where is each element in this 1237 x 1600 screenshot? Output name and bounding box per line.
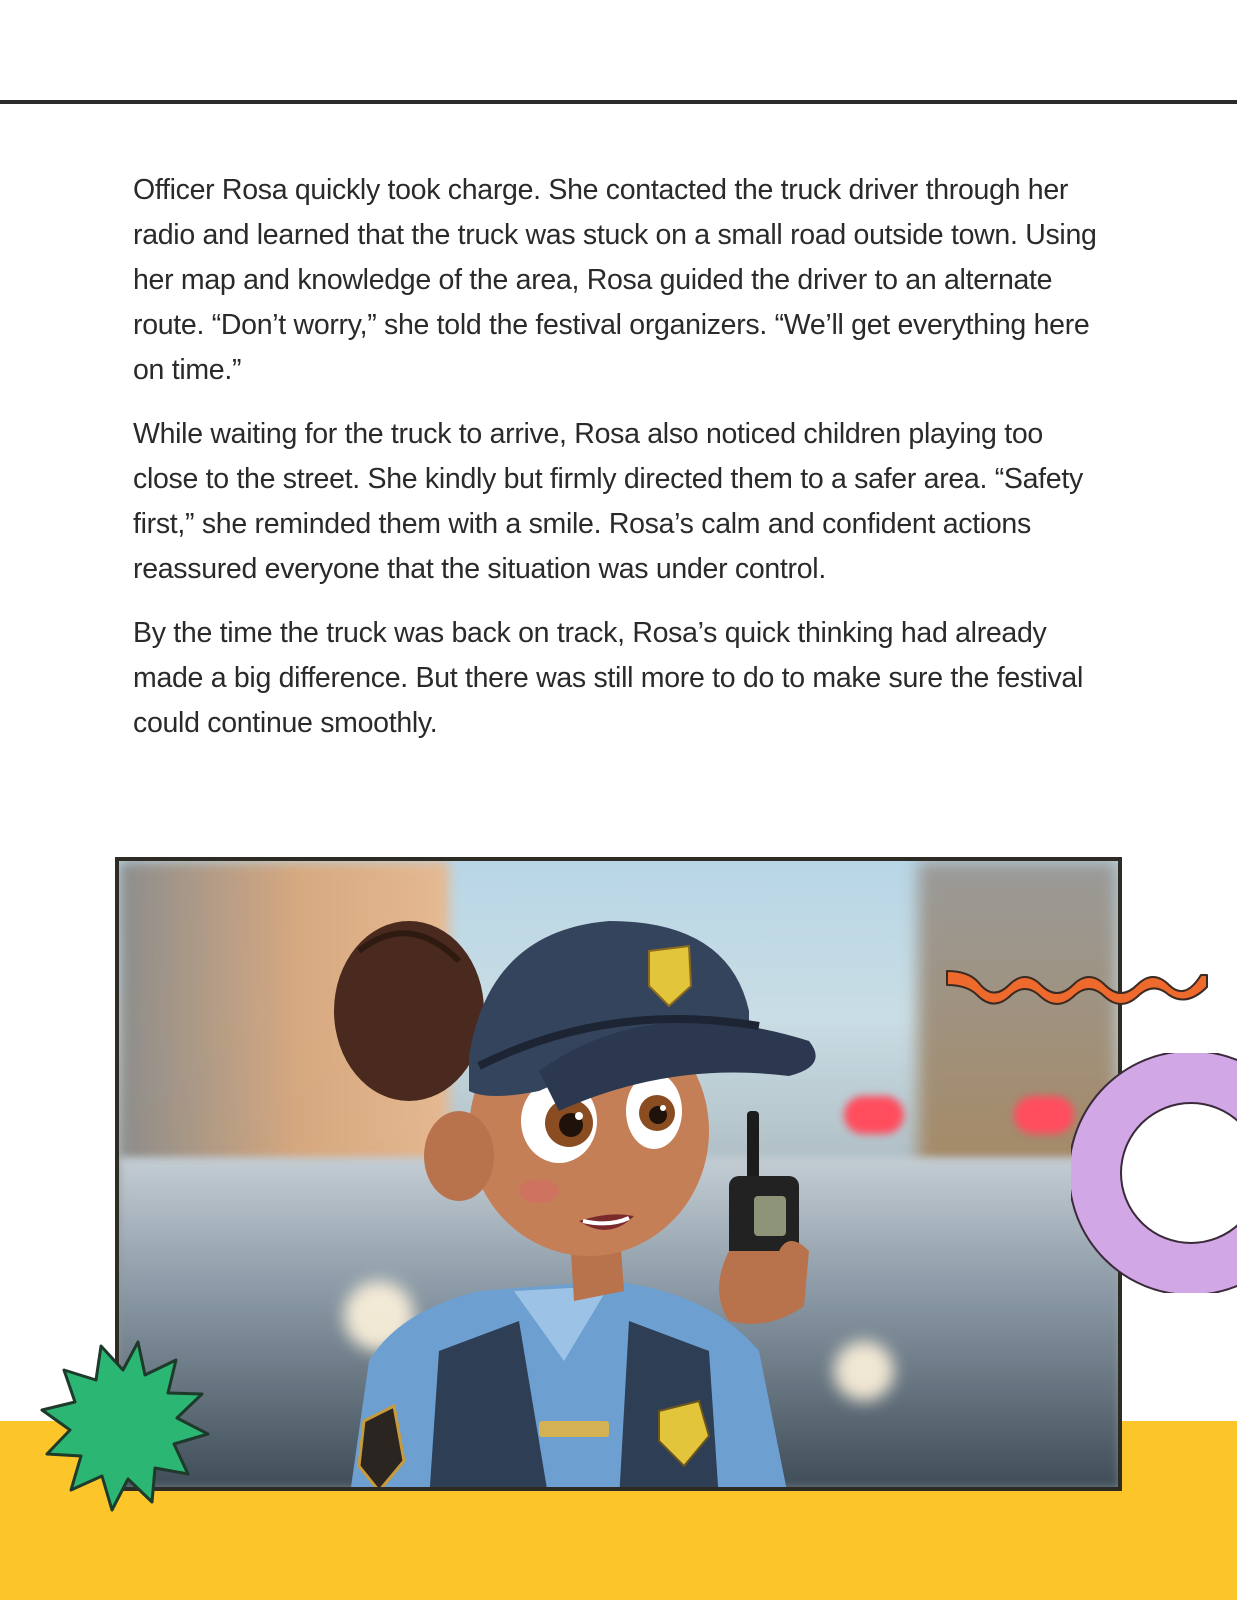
squiggle-decoration bbox=[943, 965, 1211, 1010]
siren-light bbox=[1014, 1096, 1074, 1134]
ring-decoration bbox=[1071, 1053, 1237, 1293]
story-paragraph-1: Officer Rosa quickly took charge. She contacted the truck driver through her radio and learned that the truck was stuck on a small road outside town. Using her map and knowledge of the area, Rosa guided the driver to an alternate route. “Don’t worry,” she told the festival organizers. “We’ll get everything here on time.” bbox=[133, 174, 1097, 386]
officer-illustration bbox=[115, 857, 1122, 1491]
story-text bbox=[133, 168, 1113, 765]
police-officer-figure bbox=[289, 891, 849, 1491]
siren-light bbox=[844, 1096, 904, 1134]
starburst-decoration bbox=[28, 1338, 212, 1522]
header-rule bbox=[0, 100, 1237, 104]
story-paragraph-3: By the time the truck was back on track, Rosa’s quick thinking had already made a big difference. But there was still more to do to make sure the festival could continue smoothly. bbox=[133, 617, 1084, 739]
story-paragraph-2: While waiting for the truck to arrive, Rosa also noticed children playing too close to the street. She kindly but firmly directed them to a safer area. “Safety first,” she reminded them with a smile. Rosa’s calm and confident actions reassured everyone that the situation was under control. bbox=[133, 418, 1083, 585]
